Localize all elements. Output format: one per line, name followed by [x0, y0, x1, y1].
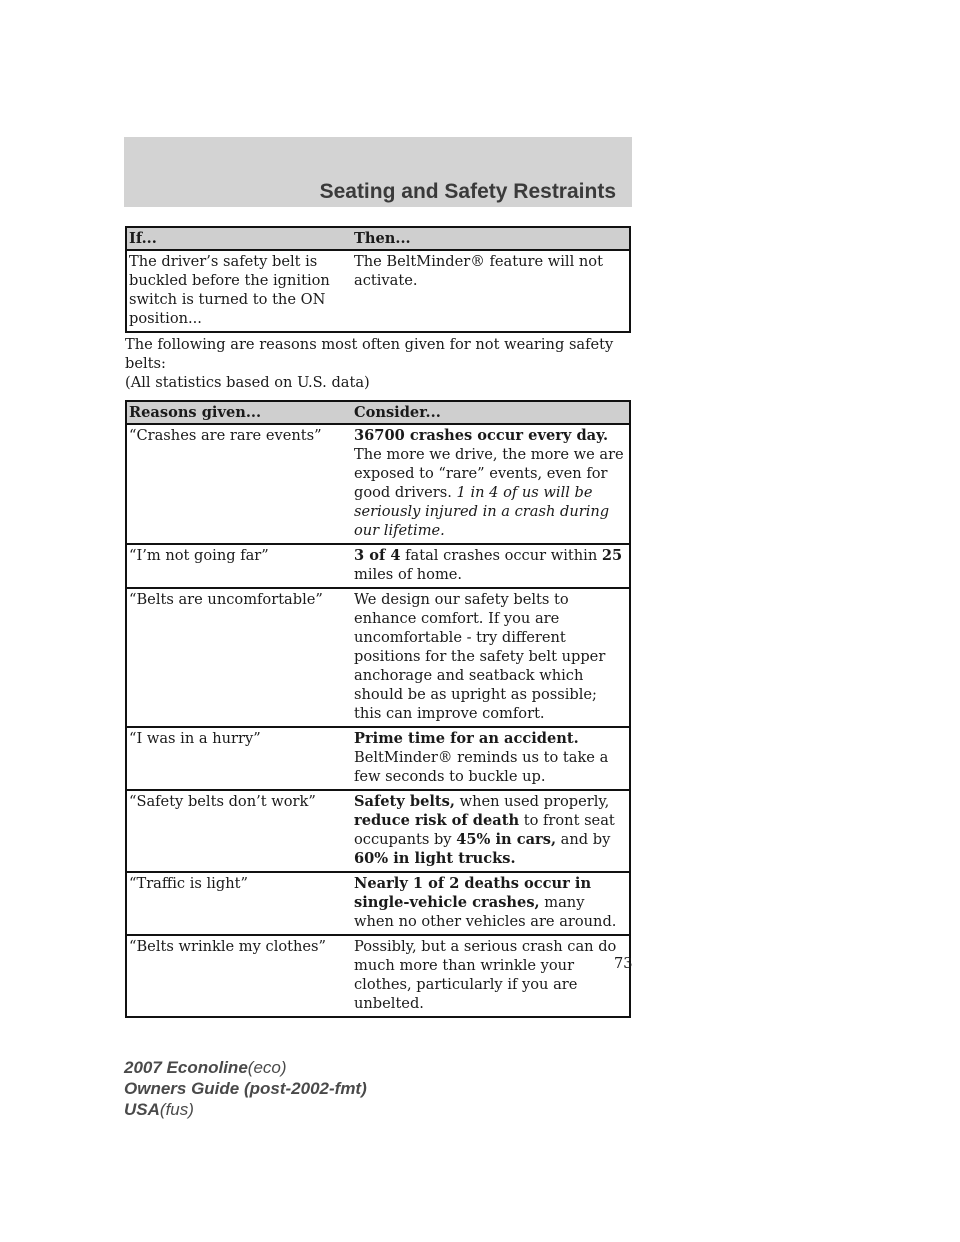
condition-cell: The driver’s safety belt is buckled before the ignition switch is turned to the ON position...: [126, 250, 352, 332]
table-row: [126, 424, 630, 544]
body-text: many when no other vehicles are around.: [354, 894, 617, 930]
bold-text: 25: [601, 547, 623, 564]
body-text: Possibly, but a serious crash can do much more than wrinkle your clothes, particularly if you are unbelted.: [354, 938, 617, 1012]
intro-paragraph: [125, 335, 631, 392]
table-row: [126, 544, 630, 588]
table-row: [126, 935, 630, 1017]
table-row: [126, 588, 630, 727]
body-text: and by: [556, 831, 611, 848]
reason-cell: “Crashes are rare events”: [126, 424, 352, 544]
section-title: Seating and Safety Restraints: [319, 180, 616, 203]
bold-text: Safety belts,: [354, 793, 455, 810]
reason-cell: “Traffic is light”: [126, 872, 352, 935]
consider-cell: [352, 588, 630, 727]
table-row: [126, 250, 630, 332]
footer-model-code: (eco): [247, 1058, 287, 1077]
reason-cell: “Belts are uncomfortable”: [126, 588, 352, 727]
table-row: [126, 727, 630, 790]
footer-line-model: [124, 1057, 367, 1078]
column-header-then: Then...: [352, 227, 630, 250]
footer-market-code: (fus): [159, 1100, 194, 1119]
column-header-reasons: Reasons given...: [126, 401, 352, 424]
reason-cell: “Belts wrinkle my clothes”: [126, 935, 352, 1017]
consider-cell: [352, 544, 630, 588]
body-text: when used properly,: [454, 793, 610, 810]
footer-guide: Owners Guide (post-2002-fmt): [124, 1079, 367, 1098]
body-text: We design our safety belts to enhance comfort. If you are uncomfortable - try different positions for the safety belt upper anchorage and seatback which should be as upright as possible; this can improve comfort.: [354, 591, 606, 722]
table-header-row: [126, 401, 630, 424]
result-cell: The BeltMinder® feature will not activate.: [352, 250, 630, 332]
column-header-consider: Consider...: [352, 401, 630, 424]
body-text: to front seat occupants by: [354, 812, 615, 848]
reason-cell: “I was in a hurry”: [126, 727, 352, 790]
consider-cell: [352, 424, 630, 544]
page-number: 73: [614, 955, 633, 972]
body-text: BeltMinder® reminds us to take a few seconds to buckle up.: [354, 749, 609, 785]
bold-text: Prime time for an accident.: [354, 730, 579, 747]
reason-cell: “Safety belts don’t work”: [126, 790, 352, 872]
bold-text: 45% in cars,: [456, 831, 557, 848]
footer-model: 2007 Econoline: [124, 1058, 248, 1077]
page-content: [125, 226, 631, 1018]
bold-text: 3 of 4: [354, 547, 401, 564]
bold-text: reduce risk of death: [354, 812, 520, 829]
bold-text: Nearly 1 of 2 deaths occur in single-vehicle crashes,: [354, 875, 592, 911]
table-header-row: [126, 227, 630, 250]
document-footer: [124, 1057, 367, 1120]
body-text: miles of home.: [354, 566, 463, 583]
bold-text: 60% in light trucks.: [354, 850, 516, 867]
reasons-table: [125, 400, 631, 1018]
reason-cell: “I’m not going far”: [126, 544, 352, 588]
footer-line-market: [124, 1099, 367, 1120]
column-header-if: If...: [126, 227, 352, 250]
table-row: [126, 872, 630, 935]
consider-cell: [352, 790, 630, 872]
table-row: [126, 790, 630, 872]
italic-text: 1 in 4 of us will be seriously injured in a crash during our lifetime.: [354, 484, 610, 539]
consider-cell: [352, 935, 630, 1017]
body-text: The more we drive, the more we are exposed to “rare” events, even for good drivers.: [354, 446, 624, 501]
body-text: fatal crashes occur within: [400, 547, 602, 564]
bold-text: 36700 crashes occur every day.: [354, 427, 609, 444]
beltminder-table: [125, 226, 631, 333]
consider-cell: [352, 727, 630, 790]
footer-market: USA: [124, 1100, 160, 1119]
consider-cell: [352, 872, 630, 935]
intro-note: (All statistics based on U.S. data): [125, 374, 370, 391]
intro-line: The following are reasons most often given for not wearing safety belts:: [125, 336, 614, 372]
section-header-band: [124, 137, 632, 207]
